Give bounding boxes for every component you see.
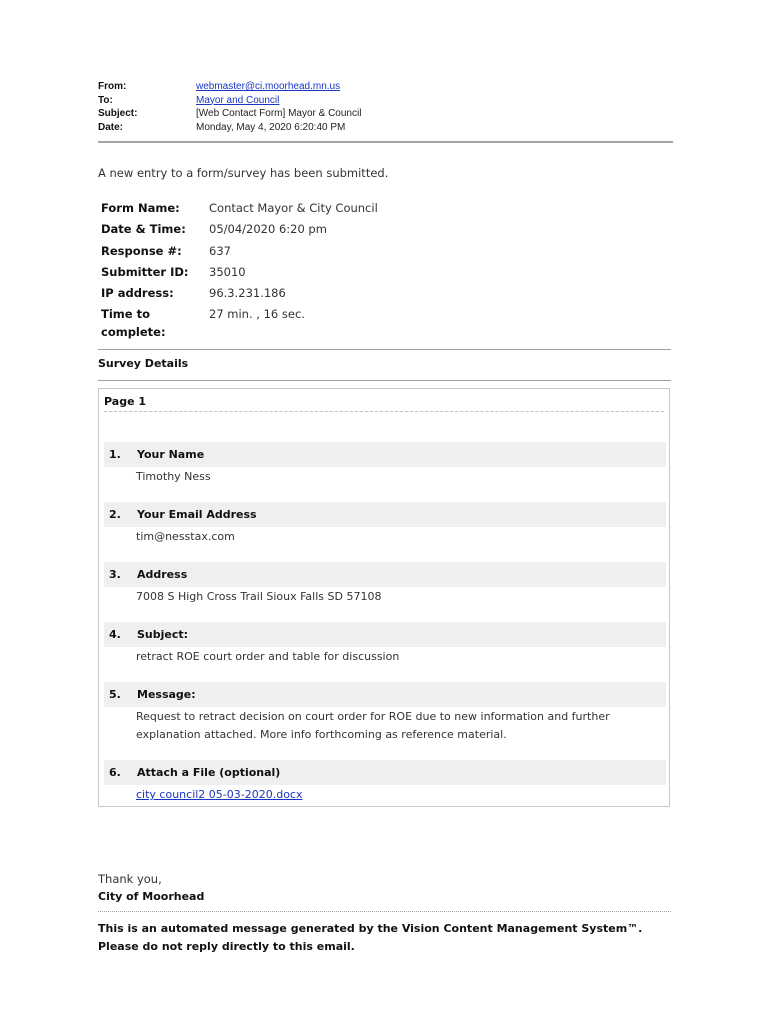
attachment-link[interactable]: city council2 05-03-2020.docx [136,788,303,801]
survey-details-box [98,388,670,807]
summary-row [101,220,378,241]
question-title: Message: [137,688,196,701]
survey-top-divider [98,349,671,350]
subject-label: Subject: [98,108,138,119]
question-number: 6. [109,766,121,779]
question-number: 2. [109,508,121,521]
to-label: To: [98,94,113,106]
question-answer: Timothy Ness [136,470,211,483]
summary-row [101,242,378,263]
summary-label: Date & Time: [101,222,186,237]
summary-value: 27 min. , 16 sec. [209,307,305,322]
page-label: Page 1 [104,395,147,408]
automated-message-footer: This is an automated message generated by the Vision Content Management System™. Please do not reply directly to this email. [98,922,643,953]
date-row [98,121,673,135]
summary-label: Time to complete: [101,307,166,340]
question-title: Your Email Address [137,508,257,521]
question-header [104,502,666,527]
summary-value: 35010 [209,264,246,279]
question-answer: tim@nesstax.com [136,530,235,543]
question-header [104,442,666,467]
question-title: Attach a File (optional) [137,766,281,779]
question-title: Subject: [137,628,189,641]
summary-row [101,263,378,284]
question-title: Your Name [137,448,205,461]
summary-value: 96.3.231.186 [209,286,286,301]
date-value: Monday, May 4, 2020 6:20:40 PM [196,121,346,133]
summary-row [101,284,378,305]
summary-row [101,199,378,220]
from-row [98,80,673,94]
email-header [98,80,673,134]
summary-label: IP address: [101,286,174,301]
to-row [98,94,673,108]
summary-label: Response #: [101,243,182,258]
question-number: 1. [109,448,121,461]
submission-summary [101,199,378,340]
to-recipient-link[interactable]: Mayor and Council [196,94,280,106]
question-number: 5. [109,688,121,701]
subject-row [98,107,673,121]
summary-value: 05/04/2020 6:20 pm [209,222,327,237]
date-label: Date: [98,121,124,133]
question-header [104,622,666,647]
page-divider [104,411,664,412]
question-number: 3. [109,568,121,581]
summary-label: Submitter ID: [101,264,189,279]
from-label: From: [98,81,127,92]
organization-name: City of Moorhead [98,890,205,903]
question-answer: 7008 S High Cross Trail Sioux Falls SD 57108 [136,590,382,603]
survey-details-title: Survey Details [98,357,189,370]
summary-value: 637 [209,243,231,258]
question-header [104,760,666,785]
question-header [104,562,666,587]
question-answer: Request to retract decision on court order for ROE due to new information and further explanation attached. More info forthcoming as reference material. [136,710,610,741]
subject-value: [Web Contact Form] Mayor & Council [196,108,362,119]
question-title: Address [137,568,188,581]
footer-divider [98,911,671,912]
from-email-link[interactable]: webmaster@ci.moorhead.mn.us [196,81,341,92]
survey-bottom-divider [98,380,671,381]
intro-text: A new entry to a form/survey has been submitted. [98,166,389,180]
summary-value: Contact Mayor & City Council [209,201,378,215]
question-answer: retract ROE court order and table for discussion [136,650,400,663]
summary-label: Form Name: [101,201,180,215]
question-header [104,682,666,707]
header-divider [98,141,673,143]
thanks-text: Thank you, [98,872,162,886]
summary-row [101,305,378,340]
question-number: 4. [109,628,121,641]
